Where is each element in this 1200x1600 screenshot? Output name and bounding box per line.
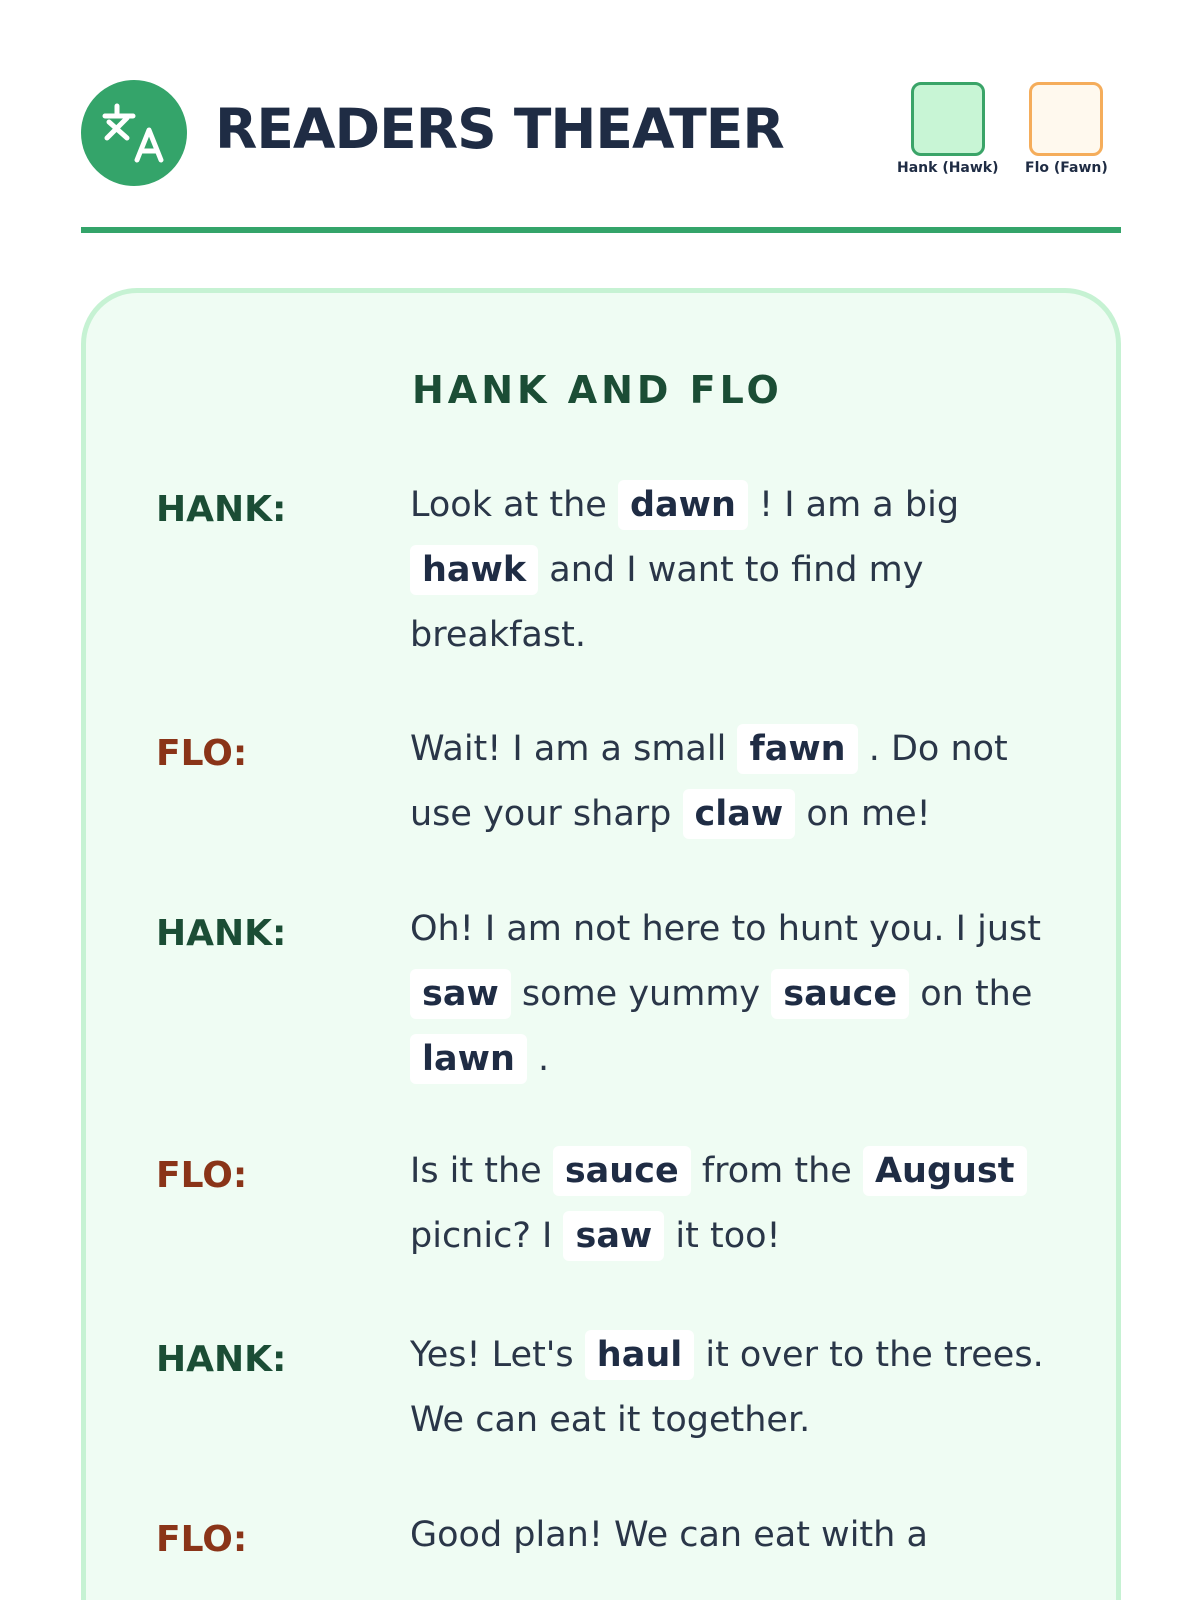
app-title: READERS THEATER (215, 97, 784, 161)
speech-fragment: and I want to find my breakfast. (410, 550, 924, 655)
speech-fragment: picnic? I (410, 1216, 564, 1256)
script-card (81, 288, 1121, 1600)
legend-swatch-hank (911, 82, 985, 156)
legend-label-hank: Hank (Hawk) (897, 160, 999, 176)
vocab-word[interactable]: claw (683, 789, 796, 839)
translate-icon (81, 80, 187, 186)
speech-fragment: Wait! I am a small (410, 729, 738, 769)
speech-fragment: . (526, 1039, 550, 1079)
speech-fragment: ! I am a big (747, 485, 960, 525)
speech-fragment: on me! (795, 794, 931, 834)
speech-text (410, 1323, 1050, 1453)
speech-fragment: . Do not use your sharp (410, 729, 1008, 834)
speech-fragment: on the (909, 974, 1033, 1014)
speech-fragment: Look at the (410, 485, 618, 525)
header (81, 80, 1121, 190)
vocab-word[interactable]: sauce (771, 969, 909, 1019)
legend-swatch-flo (1029, 82, 1103, 156)
speech-text (410, 717, 1050, 847)
speaker-label: FLO: (156, 1155, 248, 1196)
speech-fragment: Yes! Let's (410, 1335, 585, 1375)
speaker-label: HANK: (156, 1339, 287, 1380)
speech-text (410, 897, 1050, 1092)
legend-label-flo: Flo (Fawn) (1025, 160, 1108, 176)
speaker-label: FLO: (156, 1519, 248, 1560)
vocab-word[interactable]: haul (585, 1330, 694, 1380)
vocab-word[interactable]: sauce (553, 1146, 691, 1196)
speech-fragment: Oh! I am not here to hunt you. I just (410, 909, 1041, 949)
speaker-label: HANK: (156, 913, 287, 954)
speaker-label: HANK: (156, 489, 287, 530)
speech-fragment: Is it the (410, 1151, 553, 1191)
speech-fragment: from the (690, 1151, 863, 1191)
vocab-word[interactable]: fawn (737, 724, 857, 774)
legend-hank (897, 82, 999, 176)
vocab-word[interactable]: saw (410, 969, 511, 1019)
vocab-word[interactable]: saw (563, 1211, 664, 1261)
speech-fragment: some yummy (510, 974, 772, 1014)
speaker-label: FLO: (156, 733, 248, 774)
vocab-word[interactable]: August (863, 1146, 1027, 1196)
speech-fragment: it too! (664, 1216, 781, 1256)
speech-fragment: it over to the trees. We can eat it together. (410, 1335, 1044, 1440)
legend-flo (1025, 82, 1108, 176)
vocab-word[interactable]: dawn (618, 480, 748, 530)
script-title: HANK AND FLO (412, 368, 783, 412)
vocab-word[interactable]: hawk (410, 545, 538, 595)
header-divider (81, 227, 1121, 233)
vocab-word[interactable]: lawn (410, 1034, 527, 1084)
speech-text (410, 1139, 1050, 1269)
speech-text (410, 1503, 1050, 1568)
speech-text (410, 473, 1050, 668)
speech-fragment: Good plan! We can eat with a (410, 1515, 928, 1555)
